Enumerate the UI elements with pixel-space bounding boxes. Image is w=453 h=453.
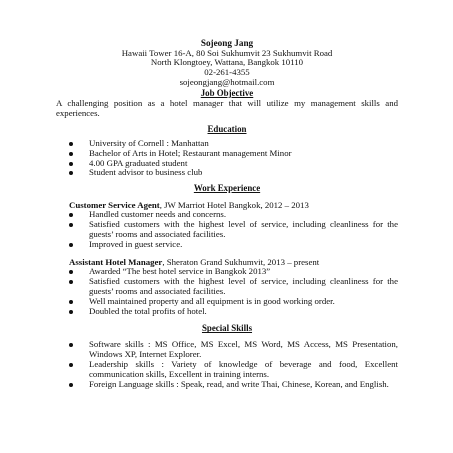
list-item-text: Student advisor to business club xyxy=(89,167,203,178)
candidate-name: Sojeong Jang xyxy=(200,38,254,48)
list-item-text: 4.00 GPA graduated student xyxy=(89,157,188,168)
list-item xyxy=(56,307,398,317)
bullet-icon xyxy=(69,142,73,146)
email-address: sojeongjang@hotmail.com xyxy=(179,76,275,87)
job-1-list xyxy=(56,210,398,250)
objective-heading: Job Objective xyxy=(200,87,254,98)
bullet-icon xyxy=(69,280,73,284)
bullet-icon xyxy=(69,162,73,166)
bullet-icon xyxy=(69,270,73,274)
work-heading: Work Experience xyxy=(193,183,261,194)
bullet-icon xyxy=(69,152,73,156)
bullet-icon xyxy=(69,300,73,304)
job-detail-2: , Sheraton Grand Sukhumvit, 2013 – present xyxy=(162,256,320,267)
list-item-text: Software skills : MS Office, MS Excel, MS Word, MS Access, MS Presentation, Windows XP, Internet Explorer. xyxy=(89,339,398,360)
list-item-text: Satisfied customers with the highest level of service, including cleanliness for the guests’ rooms and associated facilities. xyxy=(89,219,398,240)
job-title-2: Assistant Hotel Manager xyxy=(69,256,163,267)
list-item-text: Leadership skills : Variety of knowledge of beverage and food, Excellent communication skills, Excellent in training interns. xyxy=(89,359,398,380)
list-item xyxy=(56,220,398,240)
bullet-icon xyxy=(69,310,73,314)
bullet-icon xyxy=(69,363,73,367)
list-item-text: Well maintained property and all equipment is in good working order. xyxy=(89,295,335,306)
list-item xyxy=(56,380,398,390)
list-item-text: Improved in guest service. xyxy=(89,239,183,250)
bullet-icon xyxy=(69,343,73,347)
bullet-icon xyxy=(69,243,73,247)
job-detail-1: , JW Marriot Hotel Bangkok, 2012 – 2013 xyxy=(159,200,309,211)
skills-list xyxy=(56,340,398,390)
list-item xyxy=(56,168,398,178)
bullet-icon xyxy=(69,223,73,227)
list-item xyxy=(56,340,398,360)
list-item-text: Foreign Language skills : Speak, read, and write Thai, Chinese, Korean, and English. xyxy=(89,379,389,390)
skills-heading: Special Skills xyxy=(201,323,253,334)
job-title-1: Customer Service Agent xyxy=(69,200,160,211)
list-item-text: Doubled the total profits of hotel. xyxy=(89,305,207,316)
list-item-text: University of Cornell : Manhattan xyxy=(89,137,209,148)
list-item-text: Bachelor of Arts in Hotel; Restaurant management Minor xyxy=(89,147,292,158)
job-2-list xyxy=(56,267,398,317)
education-list xyxy=(56,139,398,179)
bullet-icon xyxy=(69,213,73,217)
education-heading: Education xyxy=(207,123,247,134)
objective-text: A challenging position as a hotel manager that will utilize my management skills and experiences. xyxy=(56,97,398,118)
phone-number: 02-261-4355 xyxy=(204,67,250,78)
list-item xyxy=(56,277,398,297)
address-line-1: Hawaii Tower 16-A, 80 Soi Sukhumvit 23 Sukhumvit Road xyxy=(121,47,333,58)
list-item xyxy=(56,360,398,380)
list-item-text: Awarded “The best hotel service in Bangkok 2013” xyxy=(89,265,271,276)
list-item-text: Handled customer needs and concerns. xyxy=(89,209,227,220)
contact-header xyxy=(56,38,398,88)
list-item-text: Satisfied customers with the highest level of service, including cleanliness for the guests’ rooms and associated facilities. xyxy=(89,275,398,296)
list-item xyxy=(56,240,398,250)
address-line-2: North Klongtoey, Wattana, Bangkok 10110 xyxy=(150,57,304,68)
bullet-icon xyxy=(69,383,73,387)
resume-document xyxy=(56,38,398,390)
bullet-icon xyxy=(69,171,73,175)
